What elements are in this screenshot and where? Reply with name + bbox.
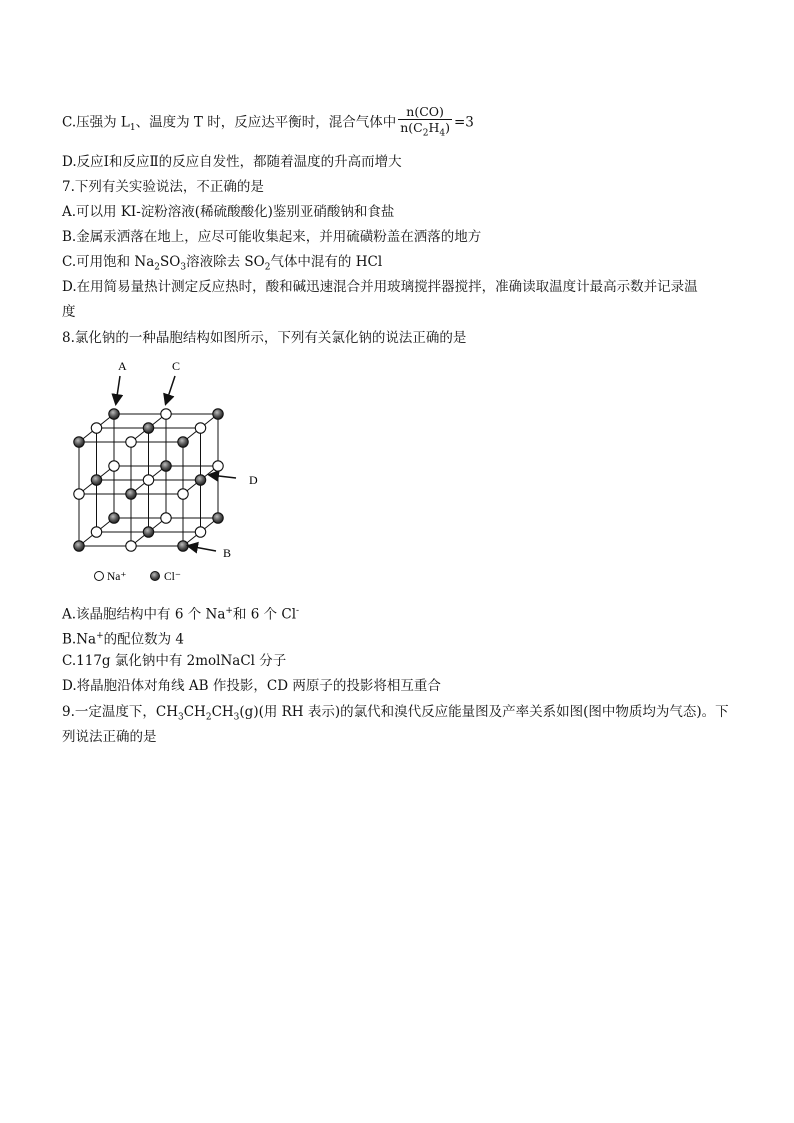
question-9-stem-line2: 列说法正确的是 (62, 729, 157, 745)
na-ion (109, 461, 119, 471)
option-8c: C.117g 氯化钠中有 2molNaCl 分子 (62, 653, 287, 669)
legend-cl-swatch (151, 572, 160, 581)
legend-na-label: Na⁺ (107, 571, 127, 583)
label-a: A (118, 359, 127, 373)
option-7d-line2: 度 (62, 304, 76, 320)
nacl-unit-cell-figure (66, 356, 276, 588)
na-ion (91, 527, 101, 537)
question-7-stem: 7.下列有关实验说法，不正确的是 (62, 179, 264, 195)
option-6c: C.压强为 $L_1$、温度为 T 时，反应达平衡时，混合气体中 $\frac{n(CO)}{n(C_2H_4)}$ =3 (62, 104, 474, 142)
option-8d: D.将晶胞沿体对角线 AB 作投影，CD 两原子的投影将相互重合 (62, 678, 441, 694)
label-d: D (249, 473, 258, 487)
cell-atoms (74, 409, 223, 551)
option-7d-line1: D.在用简易量热计测定反应热时，酸和碱迅速混合并用玻璃搅拌器搅拌，准确读取温度计最高示数并记录温 (62, 279, 698, 295)
ratio-fraction (398, 104, 452, 142)
arrow-c (166, 376, 175, 403)
na-ion (126, 437, 136, 447)
na-ion (195, 423, 205, 433)
legend-cl-label: Cl⁻ (164, 571, 181, 583)
question-9-stem-line1: 9.一定温度下，$CH_3CH_2CH_3(g)$(用 RH 表示)的氯代和溴代反应能量图及产率关系如图(图中物质均为气态)。下 (62, 704, 729, 723)
option-7b: B.金属汞洒落在地上，应尽可能收集起来，并用硫磺粉盖在洒落的地方 (62, 229, 482, 245)
arrow-a (116, 376, 120, 403)
cl-ion (178, 541, 188, 551)
option-6d: D.反应Ⅰ和反应Ⅱ的反应自发性，都随着温度的升高而增大 (62, 154, 402, 170)
option-7c: C.可用饱和 $Na_2SO_3$溶液除去 $SO_2$气体中混有的 HCl (62, 254, 383, 273)
cl-ion (109, 513, 119, 523)
option-8a: A.该晶胞结构中有 6 个 Na+和 6 个 Cl- (62, 606, 300, 623)
na-ion (213, 461, 223, 471)
cl-ion (143, 527, 153, 537)
na-ion (91, 423, 101, 433)
cl-ion (91, 475, 101, 485)
na-ion (178, 489, 188, 499)
label-c: C (172, 359, 181, 373)
cl-ion (213, 513, 223, 523)
na-ion (161, 513, 171, 523)
cl-ion (178, 437, 188, 447)
question-8-stem: 8.氯化钠的一种晶胞结构如图所示，下列有关氯化钠的说法正确的是 (62, 330, 467, 346)
na-ion (74, 489, 84, 499)
legend-na-swatch (95, 572, 104, 581)
cl-ion (143, 423, 153, 433)
cl-ion (195, 475, 205, 485)
cl-ion (109, 409, 119, 419)
arrow-b (189, 546, 216, 551)
na-ion (143, 475, 153, 485)
fraction-denominator: $n(C_2H_4)$ (400, 120, 450, 139)
cl-ion (126, 489, 136, 499)
option-7a: A.可以用 KI-淀粉溶液(稀硫酸酸化)鉴别亚硝酸钠和食盐 (62, 204, 395, 220)
na-ion (195, 527, 205, 537)
fraction-numerator: n(CO) (398, 104, 452, 120)
cl-ion (74, 541, 84, 551)
na-ion (161, 409, 171, 419)
cl-ion (213, 409, 223, 419)
cl-ion (74, 437, 84, 447)
label-b: B (223, 546, 232, 560)
cl-ion (161, 461, 171, 471)
na-ion (126, 541, 136, 551)
unit-cell-svg (66, 356, 276, 588)
arrow-d (210, 475, 236, 478)
option-8b: B.Na+的配位数为 4 (62, 631, 185, 648)
